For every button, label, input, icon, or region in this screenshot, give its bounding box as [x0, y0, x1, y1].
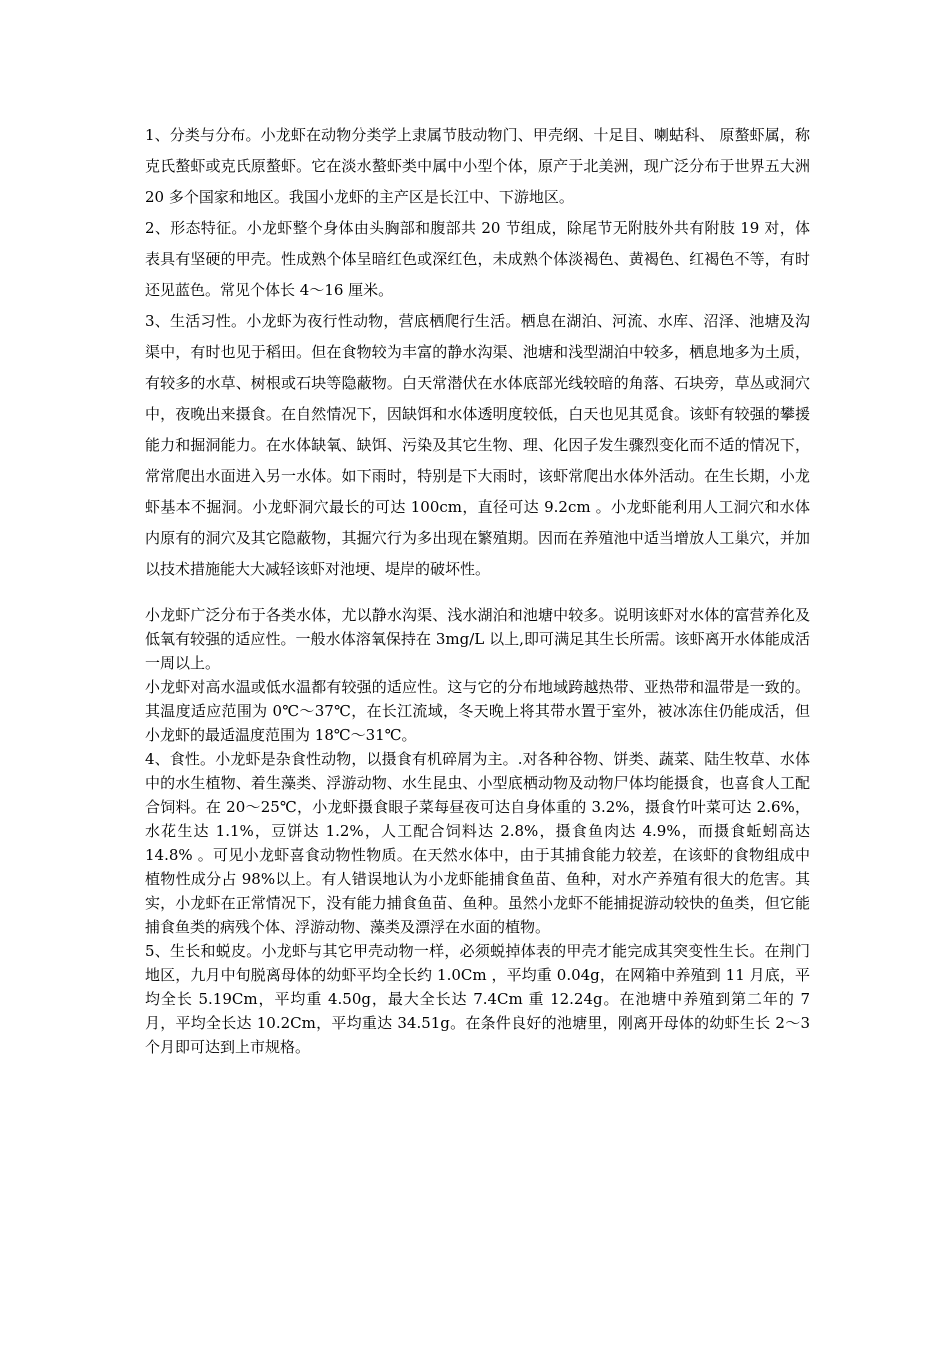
document-page [145, 120, 810, 1059]
paragraph-diet: 4、食性。小龙虾是杂食性动物，以摄食有机碎屑为主。.对各种谷物、饼类、蔬菜、陆生牧草、水体中的水生植物、着生藻类、浮游动物、水生昆虫、小型底栖动物及动物尸体均能摄食，也喜食人工配合饲料。在 20～25℃，小龙虾摄食眼子菜每昼夜可达自身体重的 3.2%，摄食竹叶菜可达 2.6%，水花生达 1.1%，豆饼达 1.2%，人工配合饲料达 2.8%，摄食鱼肉达 4.9%，而摄食蚯蚓高达 14.8% 。可见小龙虾喜食动物性物质。在天然水体中，由于其捕食能力较差，在该虾的食物组成中植物性成分占 98%以上。有人错误地认为小龙虾能捕食鱼苗、鱼种，对水产养殖有很大的危害。其实，小龙虾在正常情况下，没有能力捕食鱼苗、鱼种。虽然小龙虾不能捕捉游动较快的鱼类，但它能捕食鱼类的病残个体、浮游动物、藻类及漂浮在水面的植物。 [145, 750, 810, 936]
paragraph-classification: 1、分类与分布。小龙虾在动物分类学上隶属节肢动物门、甲壳纲、十足目、喇蛄科、 原螯虾属，称克氏螯虾或克氏原螯虾。它在淡水螯虾类中属中小型个体，原产于北美洲，现广泛分布于世界五大洲 20 多个国家和地区。我国小龙虾的主产区是长江中、下游地区。 [145, 126, 810, 206]
paragraph-morphology: 2、形态特征。小龙虾整个身体由头胸部和腹部共 20 节组成，除尾节无附肢外共有附肢 19 对，体表具有坚硬的甲壳。性成熟个体呈暗红色或深红色，未成熟个体淡褐色、黄褐色、红褐色不等，有时还见蓝色。常见个体长 4～16 厘米。 [145, 219, 810, 299]
paragraph-water-adaptation: 小龙虾广泛分布于各类水体，尤以静水沟渠、浅水湖泊和池塘中较多。说明该虾对水体的富营养化及低氧有较强的适应性。一般水体溶氧保持在 3mg/L 以上,即可满足其生长所需。该虾离开水体能成活一周以上。 [145, 606, 810, 672]
paragraph-temperature-adaptation: 小龙虾对高水温或低水温都有较强的适应性。这与它的分布地域跨越热带、亚热带和温带是一致的。其温度适应范围为 0℃～37℃，在长江流域，冬天晚上将其带水置于室外，被冰冻住仍能成活，但小龙虾的最适温度范围为 18℃～31℃。 [145, 678, 810, 744]
section-adaptation-diet-growth [145, 603, 810, 1059]
paragraph-habits: 3、生活习性。小龙虾为夜行性动物，营底栖爬行生活。栖息在湖泊、河流、水库、沼泽、池塘及沟渠中，有时也见于稻田。但在食物较为丰富的静水沟渠、池塘和浅型湖泊中较多，栖息地多为土质，有较多的水草、树根或石块等隐蔽物。白天常潜伏在水体底部光线较暗的角落、石块旁，草丛或洞穴中，夜晚出来摄食。在自然情况下，因缺饵和水体透明度较低，白天也见其觅食。该虾有较强的攀援能力和掘洞能力。在水体缺氧、缺饵、污染及其它生物、理、化因子发生骤烈变化而不适的情况下，常常爬出水面进入另一水体。如下雨时，特别是下大雨时，该虾常爬出水体外活动。在生长期，小龙虾基本不掘洞。小龙虾洞穴最长的可达 100cm，直径可达 9.2cm 。小龙虾能利用人工洞穴和水体内原有的洞穴及其它隐蔽物，其掘穴行为多出现在繁殖期。因而在养殖池中适当增放人工巢穴，并加以技术措施能大大减轻该虾对池埂、堤岸的破坏性。 [145, 312, 810, 578]
paragraph-growth-molting: 5、生长和蜕皮。小龙虾与其它甲壳动物一样，必须蜕掉体表的甲壳才能完成其突变性生长。在荆门地区，九月中旬脱离母体的幼虾平均全长约 1.0Cm ，平均重 0.04g，在网箱中养殖到 11 月底，平均全长 5.19Cm，平均重 4.50g，最大全长达 7.4Cm 重 12.24g。在池塘中养殖到第二年的 7 月，平均全长达 10.2Cm，平均重达 34.51g。在条件良好的池塘里，刚离开母体的幼虾生长 2～3 个月即可达到上市规格。 [145, 942, 810, 1056]
section-classification-morphology-habits [145, 120, 810, 585]
